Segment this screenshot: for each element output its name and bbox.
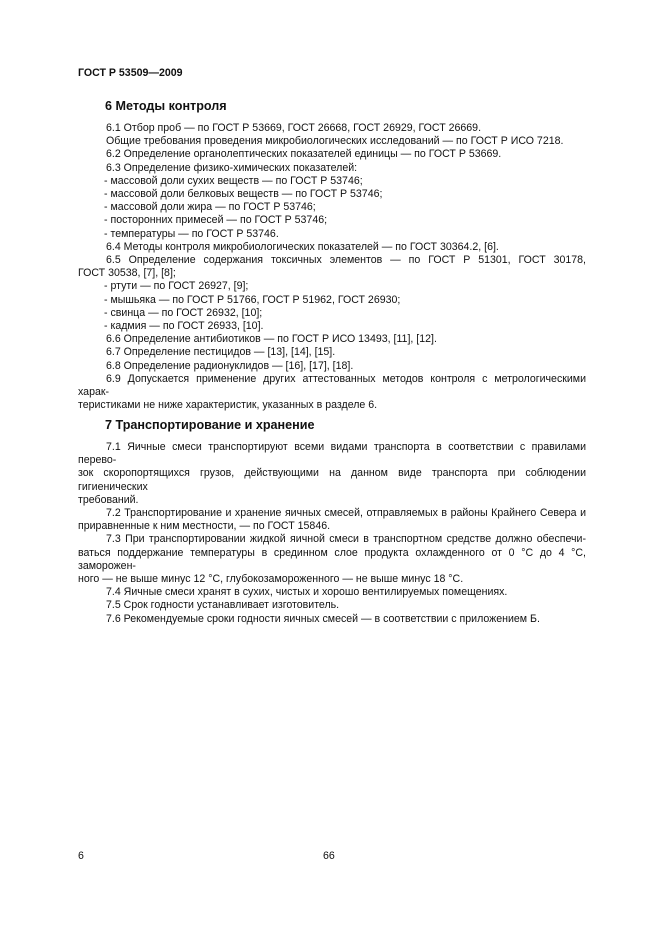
- text-line: 7.1 Яичные смеси транспортируют всеми видами транспорта в соответствии с правилами перево-: [78, 441, 586, 467]
- list-item: - массовой доли белковых веществ — по ГОСТ Р 53746;: [104, 188, 383, 201]
- document-code-header: ГОСТ Р 53509—2009: [78, 67, 183, 79]
- text-line: 6.3 Определение физико-химических показателей:: [106, 161, 358, 174]
- text-line: ГОСТ 30538, [7], [8];: [78, 267, 176, 280]
- text-line: 7.4 Яичные смеси хранят в сухих, чистых и хорошо вентилируемых помещениях.: [106, 586, 508, 599]
- text-line: 6.5 Определение содержания токсичных элементов — по ГОСТ Р 51301, ГОСТ 30178,: [106, 254, 586, 267]
- section-6: [78, 99, 586, 412]
- text-line: зок скоропортящихся грузов, действующими на данном виде транспорта при соблюдении гигиенических: [78, 467, 586, 493]
- text-line: 6.4 Методы контроля микробиологических показателей — по ГОСТ 30364.2, [6].: [106, 240, 499, 253]
- section-7: [78, 418, 586, 626]
- text-line: ваться поддержание температуры в срединном слое продукта охлажденного от 0 °С до 4 °С, заморожен-: [78, 546, 586, 572]
- page-number-center: 66: [323, 850, 335, 862]
- text-line: 7.3 При транспортировании жидкой яичной смеси в транспортном средстве должно обеспечи-: [106, 533, 586, 546]
- list-item: - мышьяка — по ГОСТ Р 51766, ГОСТ Р 51962, ГОСТ 26930;: [104, 293, 401, 306]
- text-line: 6.1 Отбор проб — по ГОСТ Р 53669, ГОСТ 26668, ГОСТ 26929, ГОСТ 26669.: [106, 122, 482, 134]
- text-line: 6.6 Определение антибиотиков — по ГОСТ Р ИСО 13493, [11], [12].: [106, 333, 437, 346]
- text-line: 6.8 Определение радионуклидов — [16], [17], [18].: [106, 359, 354, 372]
- list-item: - массовой доли сухих веществ — по ГОСТ Р 53746;: [104, 174, 363, 187]
- text-line: 7.6 Рекомендуемые сроки годности яичных смесей — в соответствии с приложением Б.: [106, 612, 540, 625]
- section-6-title: 6 Методы контроля: [105, 99, 227, 113]
- text-line: теристиками не ниже характеристик, указанных в разделе 6.: [78, 399, 378, 412]
- text-line: приравненные к ним местности, — по ГОСТ 15846.: [78, 520, 331, 533]
- text-line: требований.: [78, 493, 139, 506]
- text-line: 7.2 Транспортирование и хранение яичных смесей, отправляемых в районы Крайнего Севера и: [106, 507, 586, 520]
- list-item: - температуры — по ГОСТ Р 53746.: [104, 227, 279, 240]
- list-item: - ртути — по ГОСТ 26927, [9];: [104, 280, 249, 293]
- text-line: 6.9 Допускается применение других аттестованных методов контроля с метрологическими харак-: [78, 372, 586, 399]
- text-line: ного — не выше минус 12 °С, глубокозамороженного — не выше минус 18 °С.: [78, 573, 464, 586]
- list-item: - массовой доли жира — по ГОСТ Р 53746;: [104, 201, 316, 214]
- list-item: - кадмия — по ГОСТ 26933, [10].: [104, 320, 264, 333]
- section-7-title: 7 Транспортирование и хранение: [105, 418, 315, 432]
- text-line: Общие требования проведения микробиологических исследований — по ГОСТ Р ИСО 7218.: [106, 135, 564, 148]
- page-number-left: 6: [78, 850, 84, 862]
- text-line: 6.7 Определение пестицидов — [13], [14], [15].: [106, 346, 336, 359]
- text-line: 6.2 Определение органолептических показателей единицы — по ГОСТ Р 53669.: [106, 148, 502, 161]
- text-line: 7.5 Срок годности устанавливает изготовитель.: [106, 599, 340, 612]
- list-item: - посторонних примесей — по ГОСТ Р 53746;: [104, 214, 328, 227]
- list-item: - свинца — по ГОСТ 26932, [10];: [104, 306, 263, 319]
